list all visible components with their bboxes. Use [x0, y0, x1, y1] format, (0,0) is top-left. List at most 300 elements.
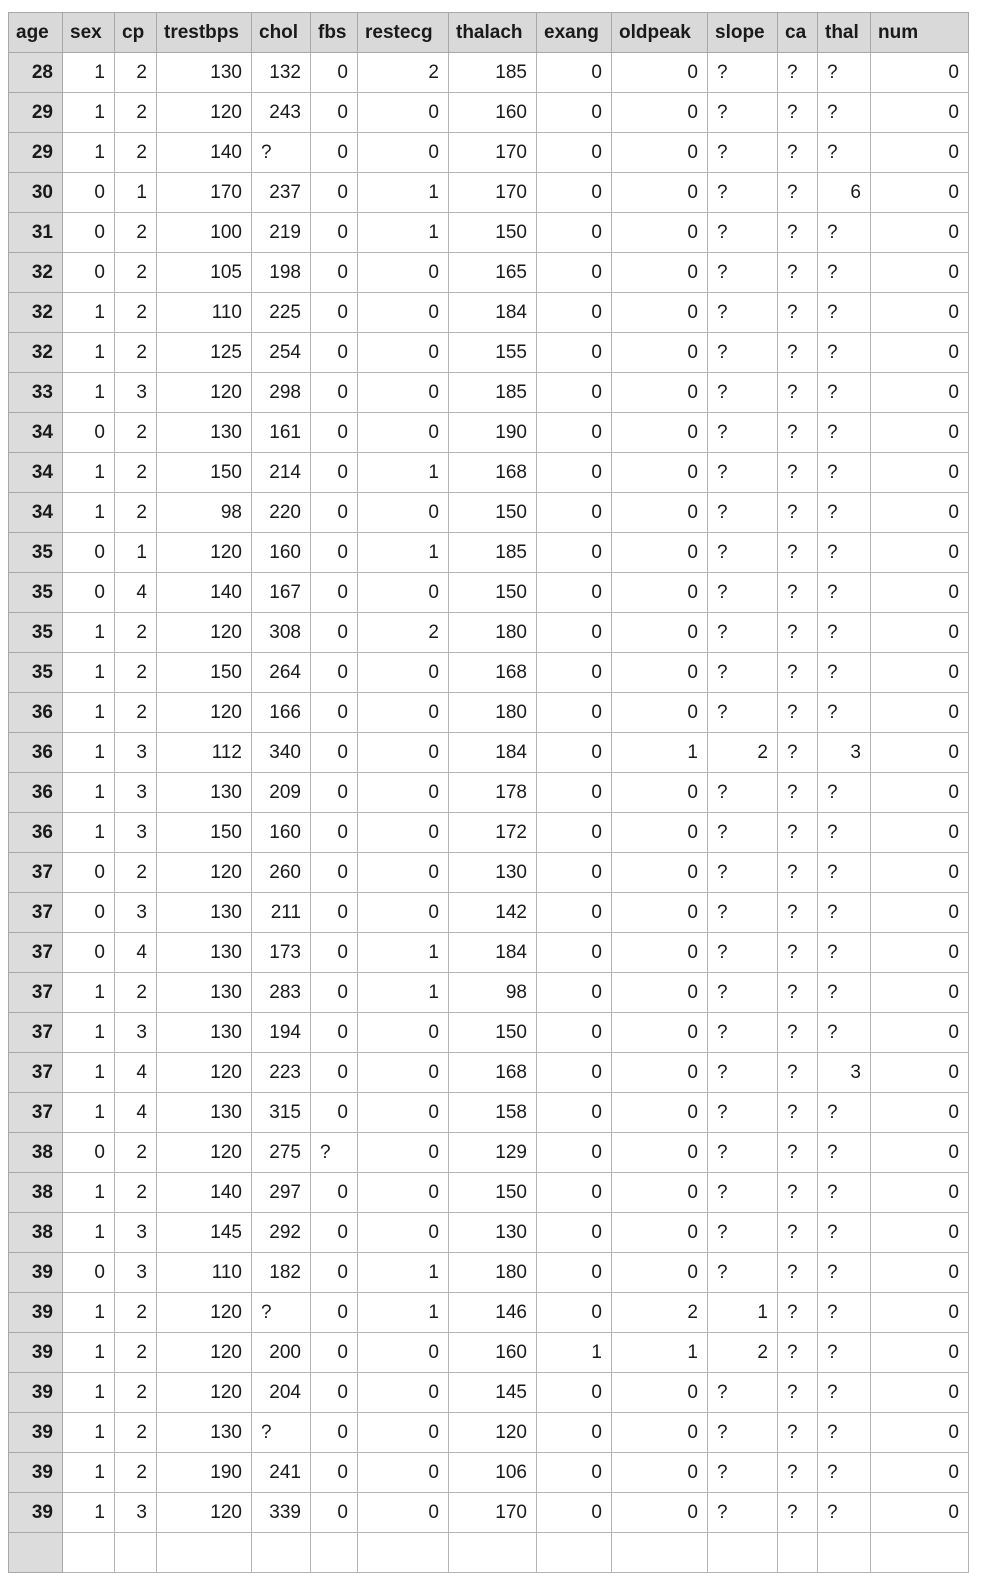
- cell-cp[interactable]: 2: [115, 413, 157, 453]
- cell-cp[interactable]: 2: [115, 133, 157, 173]
- cell-exang[interactable]: 0: [537, 333, 612, 373]
- cell-exang[interactable]: 0: [537, 1013, 612, 1053]
- cell-fbs[interactable]: 0: [311, 1013, 358, 1053]
- cell-trestbps[interactable]: 140: [157, 573, 252, 613]
- cell-age[interactable]: 39: [9, 1413, 63, 1453]
- cell-chol[interactable]: 211: [252, 893, 311, 933]
- column-header-sex[interactable]: sex: [63, 13, 115, 53]
- cell-age[interactable]: 37: [9, 933, 63, 973]
- cell-num[interactable]: 0: [871, 1133, 969, 1173]
- cell-trestbps[interactable]: 130: [157, 773, 252, 813]
- cell-trestbps[interactable]: 140: [157, 1173, 252, 1213]
- cell-chol[interactable]: 200: [252, 1333, 311, 1373]
- cell-num[interactable]: 0: [871, 53, 969, 93]
- cell-restecg[interactable]: 0: [358, 1133, 449, 1173]
- cell-chol[interactable]: 182: [252, 1253, 311, 1293]
- cell-sex[interactable]: 1: [63, 1093, 115, 1133]
- cell-sex[interactable]: 1: [63, 1333, 115, 1373]
- cell-oldpeak[interactable]: 0: [612, 453, 708, 493]
- cell-oldpeak[interactable]: 0: [612, 693, 708, 733]
- cell-sex[interactable]: 0: [63, 853, 115, 893]
- cell-exang[interactable]: 0: [537, 613, 612, 653]
- cell-age[interactable]: 29: [9, 93, 63, 133]
- cell-age[interactable]: 37: [9, 893, 63, 933]
- cell-thalach[interactable]: 150: [449, 1173, 537, 1213]
- cell-exang[interactable]: 0: [537, 493, 612, 533]
- cell-fbs[interactable]: 0: [311, 773, 358, 813]
- cell-chol[interactable]: 225: [252, 293, 311, 333]
- cell-thal[interactable]: [818, 1533, 871, 1573]
- cell-exang[interactable]: 0: [537, 1253, 612, 1293]
- cell-ca[interactable]: ?: [778, 1253, 818, 1293]
- cell-fbs[interactable]: 0: [311, 1453, 358, 1493]
- cell-sex[interactable]: 1: [63, 453, 115, 493]
- cell-exang[interactable]: 0: [537, 813, 612, 853]
- cell-thal[interactable]: 3: [818, 733, 871, 773]
- cell-oldpeak[interactable]: 0: [612, 1133, 708, 1173]
- cell-trestbps[interactable]: 130: [157, 893, 252, 933]
- cell-chol[interactable]: 160: [252, 533, 311, 573]
- cell-thal[interactable]: ?: [818, 1213, 871, 1253]
- column-header-ca[interactable]: ca: [778, 13, 818, 53]
- cell-num[interactable]: 0: [871, 1333, 969, 1373]
- cell-num[interactable]: 0: [871, 1373, 969, 1413]
- cell-oldpeak[interactable]: 0: [612, 1213, 708, 1253]
- cell-exang[interactable]: [537, 1533, 612, 1573]
- cell-thalach[interactable]: 184: [449, 293, 537, 333]
- cell-thalach[interactable]: 120: [449, 1413, 537, 1453]
- cell-sex[interactable]: 0: [63, 533, 115, 573]
- cell-exang[interactable]: 0: [537, 733, 612, 773]
- cell-trestbps[interactable]: 120: [157, 1333, 252, 1373]
- cell-cp[interactable]: 2: [115, 1333, 157, 1373]
- cell-cp[interactable]: 2: [115, 293, 157, 333]
- cell-thal[interactable]: ?: [818, 773, 871, 813]
- cell-cp[interactable]: 2: [115, 453, 157, 493]
- column-header-exang[interactable]: exang: [537, 13, 612, 53]
- cell-cp[interactable]: 2: [115, 253, 157, 293]
- cell-ca[interactable]: ?: [778, 173, 818, 213]
- cell-exang[interactable]: 0: [537, 533, 612, 573]
- cell-age[interactable]: 34: [9, 493, 63, 533]
- cell-chol[interactable]: ?: [252, 1413, 311, 1453]
- cell-thal[interactable]: ?: [818, 373, 871, 413]
- cell-num[interactable]: 0: [871, 93, 969, 133]
- cell-slope[interactable]: ?: [708, 1413, 778, 1453]
- cell-restecg[interactable]: 0: [358, 653, 449, 693]
- cell-oldpeak[interactable]: 0: [612, 93, 708, 133]
- cell-age[interactable]: 32: [9, 253, 63, 293]
- cell-age[interactable]: 38: [9, 1133, 63, 1173]
- cell-age[interactable]: 37: [9, 1053, 63, 1093]
- cell-ca[interactable]: ?: [778, 1413, 818, 1453]
- cell-restecg[interactable]: 2: [358, 53, 449, 93]
- cell-fbs[interactable]: 0: [311, 1293, 358, 1333]
- cell-age[interactable]: 35: [9, 533, 63, 573]
- cell-trestbps[interactable]: 120: [157, 1293, 252, 1333]
- cell-chol[interactable]: 220: [252, 493, 311, 533]
- cell-trestbps[interactable]: [157, 1533, 252, 1573]
- cell-slope[interactable]: 2: [708, 1333, 778, 1373]
- cell-thal[interactable]: ?: [818, 1133, 871, 1173]
- cell-cp[interactable]: 2: [115, 213, 157, 253]
- cell-ca[interactable]: ?: [778, 1213, 818, 1253]
- cell-fbs[interactable]: 0: [311, 1053, 358, 1093]
- cell-chol[interactable]: 254: [252, 333, 311, 373]
- cell-ca[interactable]: ?: [778, 133, 818, 173]
- cell-exang[interactable]: 0: [537, 1413, 612, 1453]
- column-header-trestbps[interactable]: trestbps: [157, 13, 252, 53]
- cell-oldpeak[interactable]: 0: [612, 1173, 708, 1213]
- cell-restecg[interactable]: 1: [358, 173, 449, 213]
- cell-exang[interactable]: 1: [537, 1333, 612, 1373]
- cell-cp[interactable]: 3: [115, 813, 157, 853]
- cell-exang[interactable]: 0: [537, 1173, 612, 1213]
- cell-num[interactable]: 0: [871, 1173, 969, 1213]
- cell-thalach[interactable]: 145: [449, 1373, 537, 1413]
- cell-chol[interactable]: ?: [252, 133, 311, 173]
- cell-slope[interactable]: ?: [708, 1013, 778, 1053]
- cell-thalach[interactable]: 150: [449, 1013, 537, 1053]
- cell-slope[interactable]: ?: [708, 1453, 778, 1493]
- cell-slope[interactable]: ?: [708, 1213, 778, 1253]
- cell-thal[interactable]: ?: [818, 653, 871, 693]
- cell-num[interactable]: 0: [871, 773, 969, 813]
- cell-age[interactable]: 39: [9, 1253, 63, 1293]
- cell-chol[interactable]: 209: [252, 773, 311, 813]
- cell-fbs[interactable]: 0: [311, 413, 358, 453]
- cell-thalach[interactable]: 150: [449, 493, 537, 533]
- cell-fbs[interactable]: 0: [311, 93, 358, 133]
- cell-restecg[interactable]: 0: [358, 1333, 449, 1373]
- cell-age[interactable]: 35: [9, 613, 63, 653]
- cell-chol[interactable]: 339: [252, 1493, 311, 1533]
- cell-thal[interactable]: ?: [818, 1453, 871, 1493]
- cell-thal[interactable]: ?: [818, 413, 871, 453]
- cell-cp[interactable]: 2: [115, 1413, 157, 1453]
- cell-cp[interactable]: 3: [115, 773, 157, 813]
- cell-restecg[interactable]: 0: [358, 253, 449, 293]
- cell-restecg[interactable]: 0: [358, 373, 449, 413]
- cell-trestbps[interactable]: 120: [157, 533, 252, 573]
- cell-exang[interactable]: 0: [537, 1493, 612, 1533]
- cell-thal[interactable]: ?: [818, 893, 871, 933]
- cell-thal[interactable]: ?: [818, 453, 871, 493]
- cell-trestbps[interactable]: 120: [157, 1053, 252, 1093]
- cell-ca[interactable]: ?: [778, 613, 818, 653]
- cell-chol[interactable]: 241: [252, 1453, 311, 1493]
- cell-exang[interactable]: 0: [537, 133, 612, 173]
- cell-age[interactable]: 30: [9, 173, 63, 213]
- cell-age[interactable]: 37: [9, 1093, 63, 1133]
- cell-fbs[interactable]: 0: [311, 533, 358, 573]
- cell-cp[interactable]: 2: [115, 1173, 157, 1213]
- cell-oldpeak[interactable]: 0: [612, 1053, 708, 1093]
- cell-thal[interactable]: ?: [818, 1333, 871, 1373]
- cell-chol[interactable]: 160: [252, 813, 311, 853]
- cell-chol[interactable]: 204: [252, 1373, 311, 1413]
- cell-trestbps[interactable]: 110: [157, 293, 252, 333]
- cell-cp[interactable]: 2: [115, 93, 157, 133]
- cell-num[interactable]: 0: [871, 173, 969, 213]
- cell-sex[interactable]: 1: [63, 1053, 115, 1093]
- cell-fbs[interactable]: ?: [311, 1133, 358, 1173]
- cell-num[interactable]: 0: [871, 213, 969, 253]
- cell-ca[interactable]: ?: [778, 293, 818, 333]
- cell-slope[interactable]: ?: [708, 813, 778, 853]
- cell-cp[interactable]: 2: [115, 973, 157, 1013]
- cell-fbs[interactable]: 0: [311, 1373, 358, 1413]
- cell-cp[interactable]: 2: [115, 613, 157, 653]
- cell-fbs[interactable]: 0: [311, 693, 358, 733]
- cell-num[interactable]: 0: [871, 933, 969, 973]
- column-header-slope[interactable]: slope: [708, 13, 778, 53]
- cell-restecg[interactable]: 0: [358, 1413, 449, 1453]
- cell-slope[interactable]: ?: [708, 93, 778, 133]
- cell-fbs[interactable]: 0: [311, 173, 358, 213]
- cell-exang[interactable]: 0: [537, 413, 612, 453]
- cell-age[interactable]: 39: [9, 1293, 63, 1333]
- cell-exang[interactable]: 0: [537, 933, 612, 973]
- cell-num[interactable]: 0: [871, 1213, 969, 1253]
- cell-thalach[interactable]: 178: [449, 773, 537, 813]
- cell-trestbps[interactable]: 130: [157, 53, 252, 93]
- cell-age[interactable]: 38: [9, 1173, 63, 1213]
- cell-ca[interactable]: ?: [778, 1333, 818, 1373]
- cell-oldpeak[interactable]: 0: [612, 973, 708, 1013]
- cell-num[interactable]: 0: [871, 1253, 969, 1293]
- cell-cp[interactable]: 3: [115, 373, 157, 413]
- cell-chol[interactable]: 214: [252, 453, 311, 493]
- cell-thalach[interactable]: 130: [449, 853, 537, 893]
- cell-restecg[interactable]: 0: [358, 1093, 449, 1133]
- cell-trestbps[interactable]: 145: [157, 1213, 252, 1253]
- cell-fbs[interactable]: 0: [311, 133, 358, 173]
- cell-chol[interactable]: 198: [252, 253, 311, 293]
- cell-exang[interactable]: 0: [537, 1213, 612, 1253]
- cell-trestbps[interactable]: 120: [157, 373, 252, 413]
- cell-chol[interactable]: ?: [252, 1293, 311, 1333]
- cell-fbs[interactable]: 0: [311, 853, 358, 893]
- cell-cp[interactable]: 3: [115, 733, 157, 773]
- cell-thal[interactable]: ?: [818, 973, 871, 1013]
- cell-oldpeak[interactable]: 0: [612, 613, 708, 653]
- cell-chol[interactable]: 283: [252, 973, 311, 1013]
- cell-restecg[interactable]: 0: [358, 93, 449, 133]
- cell-cp[interactable]: 4: [115, 933, 157, 973]
- cell-ca[interactable]: ?: [778, 533, 818, 573]
- cell-thalach[interactable]: 150: [449, 213, 537, 253]
- cell-oldpeak[interactable]: 0: [612, 1373, 708, 1413]
- cell-exang[interactable]: 0: [537, 1373, 612, 1413]
- cell-restecg[interactable]: 1: [358, 1253, 449, 1293]
- cell-thalach[interactable]: 158: [449, 1093, 537, 1133]
- cell-fbs[interactable]: 0: [311, 333, 358, 373]
- cell-sex[interactable]: 1: [63, 373, 115, 413]
- cell-num[interactable]: 0: [871, 573, 969, 613]
- cell-trestbps[interactable]: 110: [157, 1253, 252, 1293]
- cell-age[interactable]: 28: [9, 53, 63, 93]
- cell-age[interactable]: 36: [9, 773, 63, 813]
- cell-restecg[interactable]: 1: [358, 973, 449, 1013]
- cell-ca[interactable]: ?: [778, 413, 818, 453]
- column-header-oldpeak[interactable]: oldpeak: [612, 13, 708, 53]
- cell-sex[interactable]: 1: [63, 53, 115, 93]
- cell-cp[interactable]: 3: [115, 1253, 157, 1293]
- cell-age[interactable]: 35: [9, 573, 63, 613]
- cell-cp[interactable]: 3: [115, 1013, 157, 1053]
- cell-thalach[interactable]: 168: [449, 1053, 537, 1093]
- cell-oldpeak[interactable]: 0: [612, 173, 708, 213]
- cell-age[interactable]: 36: [9, 813, 63, 853]
- cell-thal[interactable]: ?: [818, 253, 871, 293]
- cell-num[interactable]: 0: [871, 133, 969, 173]
- cell-restecg[interactable]: 0: [358, 1213, 449, 1253]
- cell-slope[interactable]: 1: [708, 1293, 778, 1333]
- cell-num[interactable]: 0: [871, 1453, 969, 1493]
- cell-trestbps[interactable]: 120: [157, 93, 252, 133]
- cell-oldpeak[interactable]: 0: [612, 1453, 708, 1493]
- cell-thal[interactable]: ?: [818, 1013, 871, 1053]
- cell-exang[interactable]: 0: [537, 453, 612, 493]
- cell-restecg[interactable]: 0: [358, 1013, 449, 1053]
- cell-chol[interactable]: 340: [252, 733, 311, 773]
- cell-cp[interactable]: 3: [115, 893, 157, 933]
- cell-age[interactable]: 34: [9, 453, 63, 493]
- cell-ca[interactable]: ?: [778, 53, 818, 93]
- cell-thalach[interactable]: 160: [449, 1333, 537, 1373]
- cell-trestbps[interactable]: 150: [157, 653, 252, 693]
- cell-exang[interactable]: 0: [537, 53, 612, 93]
- cell-slope[interactable]: ?: [708, 373, 778, 413]
- cell-exang[interactable]: 0: [537, 773, 612, 813]
- cell-oldpeak[interactable]: 0: [612, 573, 708, 613]
- cell-slope[interactable]: ?: [708, 973, 778, 1013]
- cell-slope[interactable]: 2: [708, 733, 778, 773]
- cell-thalach[interactable]: 185: [449, 533, 537, 573]
- cell-trestbps[interactable]: 130: [157, 1093, 252, 1133]
- cell-thalach[interactable]: 184: [449, 933, 537, 973]
- cell-ca[interactable]: ?: [778, 453, 818, 493]
- cell-ca[interactable]: ?: [778, 733, 818, 773]
- cell-sex[interactable]: 1: [63, 133, 115, 173]
- cell-thal[interactable]: ?: [818, 1253, 871, 1293]
- cell-cp[interactable]: 2: [115, 853, 157, 893]
- cell-num[interactable]: [871, 1533, 969, 1573]
- cell-slope[interactable]: ?: [708, 213, 778, 253]
- cell-slope[interactable]: ?: [708, 133, 778, 173]
- cell-thal[interactable]: ?: [818, 573, 871, 613]
- cell-num[interactable]: 0: [871, 413, 969, 453]
- cell-thal[interactable]: ?: [818, 53, 871, 93]
- cell-num[interactable]: 0: [871, 1093, 969, 1133]
- cell-thalach[interactable]: 168: [449, 653, 537, 693]
- cell-sex[interactable]: 0: [63, 1253, 115, 1293]
- cell-cp[interactable]: 2: [115, 1293, 157, 1333]
- cell-sex[interactable]: 1: [63, 1173, 115, 1213]
- cell-fbs[interactable]: 0: [311, 373, 358, 413]
- cell-thalach[interactable]: 180: [449, 693, 537, 733]
- cell-thalach[interactable]: 170: [449, 1493, 537, 1533]
- cell-exang[interactable]: 0: [537, 573, 612, 613]
- cell-sex[interactable]: 1: [63, 733, 115, 773]
- cell-exang[interactable]: 0: [537, 253, 612, 293]
- cell-thal[interactable]: ?: [818, 93, 871, 133]
- column-header-fbs[interactable]: fbs: [311, 13, 358, 53]
- cell-slope[interactable]: ?: [708, 653, 778, 693]
- cell-restecg[interactable]: 0: [358, 413, 449, 453]
- cell-thalach[interactable]: 170: [449, 133, 537, 173]
- cell-thal[interactable]: ?: [818, 1173, 871, 1213]
- cell-oldpeak[interactable]: 0: [612, 1413, 708, 1453]
- cell-chol[interactable]: 223: [252, 1053, 311, 1093]
- cell-cp[interactable]: 2: [115, 693, 157, 733]
- cell-restecg[interactable]: 0: [358, 813, 449, 853]
- cell-sex[interactable]: 1: [63, 493, 115, 533]
- cell-cp[interactable]: 3: [115, 1213, 157, 1253]
- cell-slope[interactable]: ?: [708, 613, 778, 653]
- cell-thalach[interactable]: 160: [449, 93, 537, 133]
- cell-num[interactable]: 0: [871, 1013, 969, 1053]
- cell-exang[interactable]: 0: [537, 373, 612, 413]
- cell-trestbps[interactable]: 125: [157, 333, 252, 373]
- cell-trestbps[interactable]: 100: [157, 213, 252, 253]
- cell-fbs[interactable]: 0: [311, 893, 358, 933]
- cell-restecg[interactable]: 1: [358, 453, 449, 493]
- cell-slope[interactable]: ?: [708, 573, 778, 613]
- cell-thalach[interactable]: 172: [449, 813, 537, 853]
- cell-thal[interactable]: ?: [818, 133, 871, 173]
- cell-age[interactable]: 37: [9, 853, 63, 893]
- cell-thal[interactable]: ?: [818, 493, 871, 533]
- cell-cp[interactable]: 2: [115, 1373, 157, 1413]
- cell-trestbps[interactable]: 170: [157, 173, 252, 213]
- cell-oldpeak[interactable]: 0: [612, 933, 708, 973]
- cell-sex[interactable]: 1: [63, 1493, 115, 1533]
- cell-oldpeak[interactable]: [612, 1533, 708, 1573]
- cell-age[interactable]: 37: [9, 1013, 63, 1053]
- cell-sex[interactable]: 1: [63, 333, 115, 373]
- cell-cp[interactable]: 3: [115, 1493, 157, 1533]
- cell-restecg[interactable]: 0: [358, 773, 449, 813]
- cell-oldpeak[interactable]: 2: [612, 1293, 708, 1333]
- cell-sex[interactable]: 0: [63, 173, 115, 213]
- cell-slope[interactable]: ?: [708, 893, 778, 933]
- cell-trestbps[interactable]: 120: [157, 1493, 252, 1533]
- cell-slope[interactable]: ?: [708, 253, 778, 293]
- cell-age[interactable]: 36: [9, 693, 63, 733]
- cell-age[interactable]: 32: [9, 333, 63, 373]
- cell-slope[interactable]: ?: [708, 533, 778, 573]
- cell-chol[interactable]: 292: [252, 1213, 311, 1253]
- cell-ca[interactable]: ?: [778, 893, 818, 933]
- cell-thal[interactable]: ?: [818, 613, 871, 653]
- cell-fbs[interactable]: 0: [311, 733, 358, 773]
- cell-restecg[interactable]: 0: [358, 333, 449, 373]
- cell-thalach[interactable]: 190: [449, 413, 537, 453]
- cell-cp[interactable]: 2: [115, 493, 157, 533]
- cell-thal[interactable]: ?: [818, 1373, 871, 1413]
- cell-exang[interactable]: 0: [537, 1133, 612, 1173]
- column-header-age[interactable]: age: [9, 13, 63, 53]
- cell-trestbps[interactable]: 120: [157, 1373, 252, 1413]
- cell-ca[interactable]: ?: [778, 373, 818, 413]
- cell-trestbps[interactable]: 130: [157, 1413, 252, 1453]
- cell-chol[interactable]: 167: [252, 573, 311, 613]
- cell-slope[interactable]: ?: [708, 693, 778, 733]
- cell-thal[interactable]: ?: [818, 813, 871, 853]
- cell-ca[interactable]: ?: [778, 1133, 818, 1173]
